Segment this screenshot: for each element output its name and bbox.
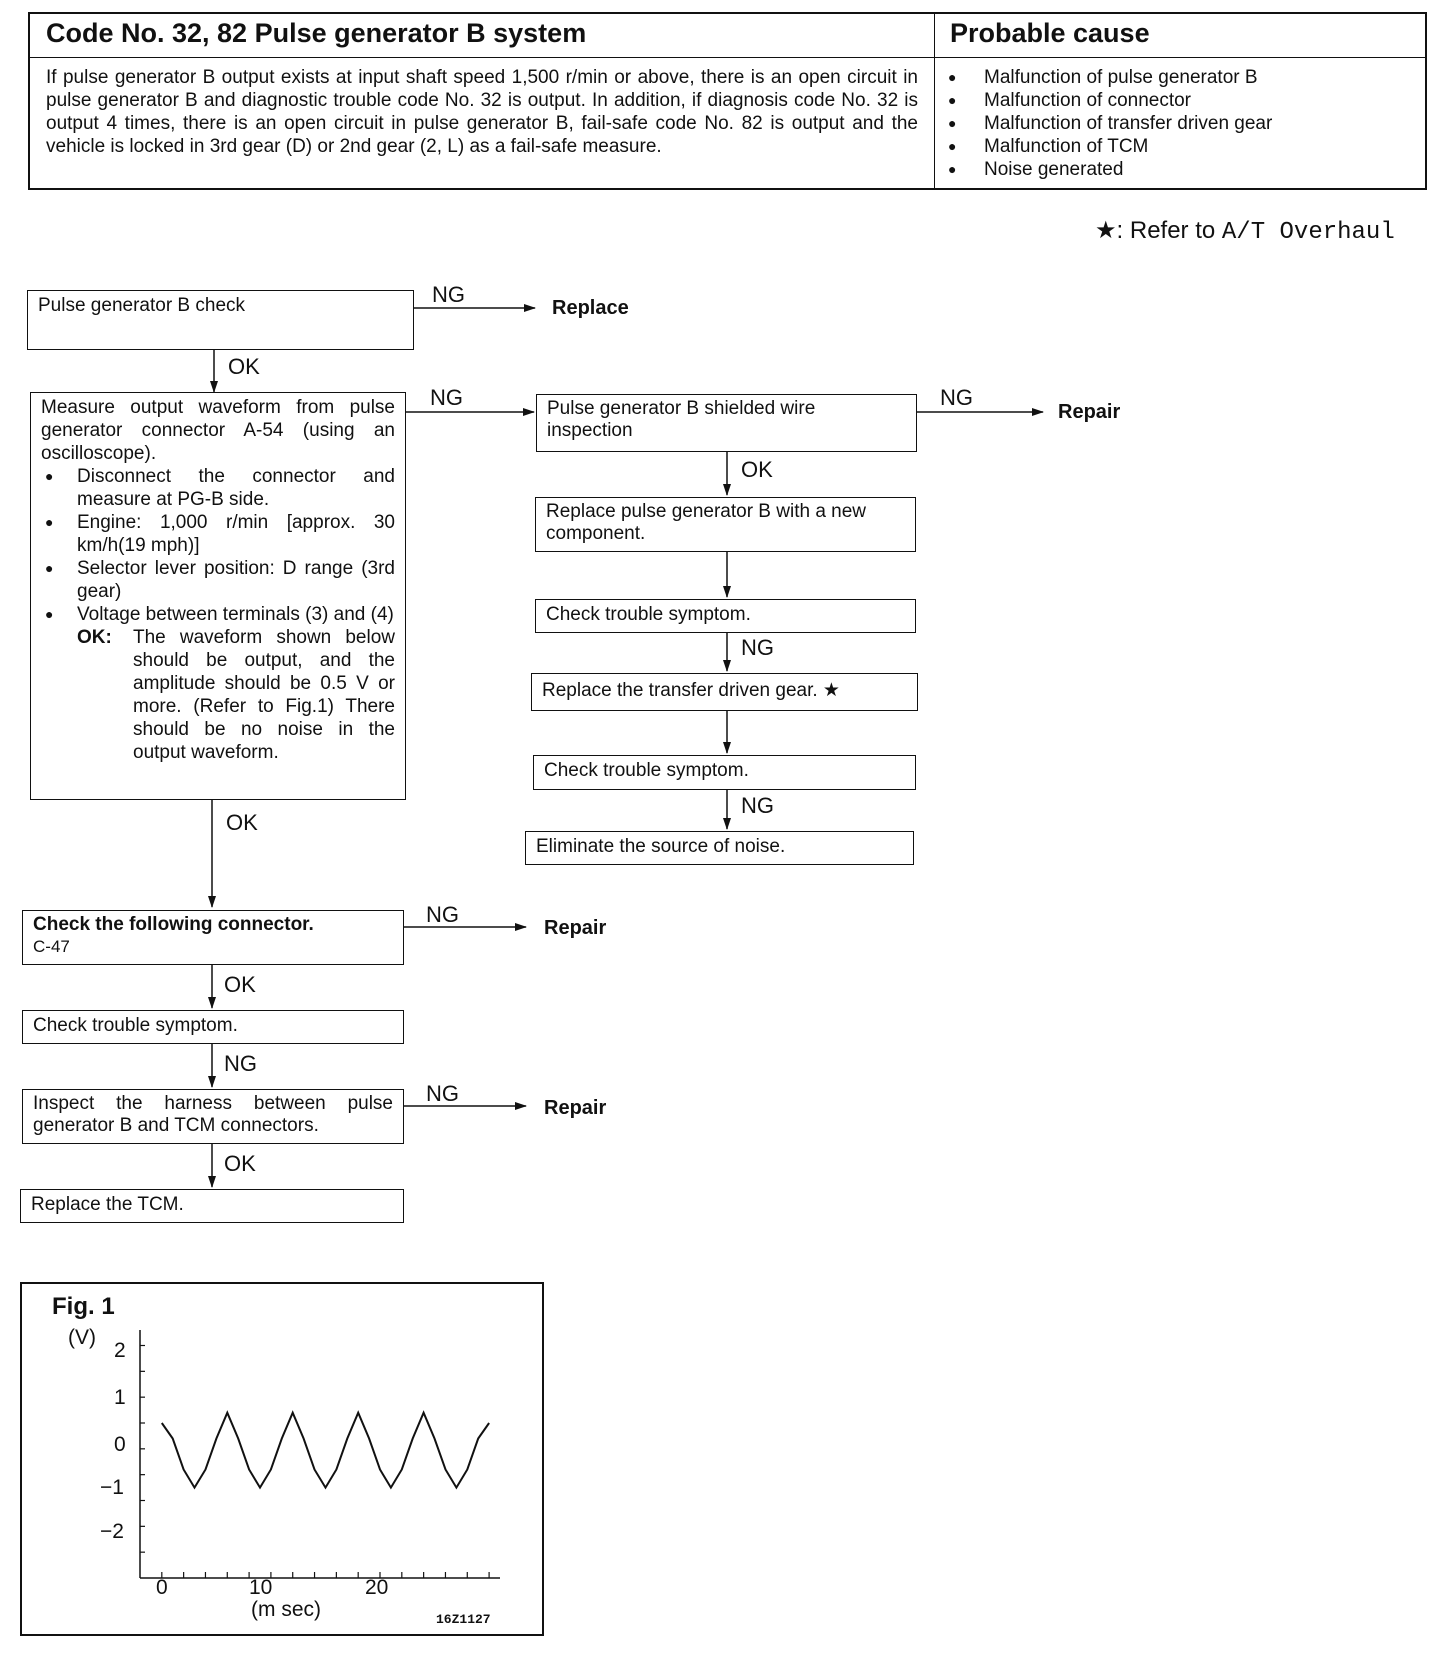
step-label: Replace pulse generator B with a new component. [546,501,867,544]
y-tick-label: 0 [114,1433,126,1456]
x-tick-label: 10 [249,1576,273,1599]
list-item: ● Disconnect the connector and measure at PG-B side. [41,465,395,511]
step-label: Check trouble symptom. [33,1015,238,1036]
list-item: ● Malfunction of transfer driven gear [948,112,1272,135]
ng-label: NG [741,635,774,660]
list-item: ● Malfunction of TCM [948,135,1272,158]
list-item: ● Noise generated [948,158,1272,181]
result-repair: Repair [1058,401,1121,423]
ng-label: NG [224,1051,257,1076]
note-text: Refer to [1129,217,1216,244]
ng-label: NG [426,1081,459,1106]
y-tick-label: −1 [100,1476,124,1499]
ng-label: NG [426,902,459,927]
y-tick-label: 2 [114,1339,126,1362]
list-item: ● Engine: 1,000 r/min [approx. 30 km/h(19 mph)] [41,511,395,557]
ng-label: NG [741,793,774,818]
step-label: Replace the transfer driven gear. ★ [542,680,840,701]
list-item: ● Voltage between terminals (3) and (4) [41,603,395,626]
step-label: Eliminate the source of noise. [536,836,786,857]
ok-label: OK [226,810,258,835]
probable-cause-heading: Probable cause [950,18,1150,48]
list-item: ● Malfunction of pulse generator B [948,66,1272,89]
page-title: Code No. 32, 82 Pulse generator B system [46,18,587,48]
figure-title: Fig. 1 [52,1293,115,1320]
y-tick-label: −2 [100,1520,124,1543]
step-label: Replace the TCM. [31,1194,184,1215]
ng-label: NG [432,282,465,307]
y-axis-unit: (V) [68,1326,96,1349]
ok-criteria-text: The waveform shown below should be output, and the amplitude should be 0.5 V or more. (Refer to Fig.1) There should be no noise in the output waveform. [133,627,395,763]
step-label: Inspect the harness between pulse generator B and TCM connectors. [33,1093,393,1136]
star-icon: ★: [1095,217,1124,244]
connector-code: C-47 [33,937,70,956]
ok-label: OK [228,354,260,379]
ok-criteria-label: OK: [77,627,112,648]
figure-code: 16Z1127 [436,1612,491,1627]
waveform-series-line [162,1413,489,1488]
step-label: Measure output waveform from pulse generator connector A-54 (using an oscilloscope). [41,397,395,464]
step-label: Check the following connector. [33,914,314,935]
ok-label: OK [741,457,773,482]
ok-label: OK [224,1151,256,1176]
ok-label: OK [224,972,256,997]
result-repair: Repair [544,1097,607,1119]
code-description: If pulse generator B output exists at input shaft speed 1,500 r/min or above, there is an open circuit in pulse generator B and diagnostic trouble code No. 32 is output. In addition, if diagnosis code No. 32 is output 4 times, there is an open circuit in pulse generator B, fail-safe code No. 82 is output and the vehicle is locked in 3rd gear (D) or 2nd gear (2, L) as a fail-safe measure. [46,67,918,157]
x-tick-label: 20 [365,1576,389,1599]
list-item: ● Malfunction of connector [948,89,1272,112]
step-label: Check trouble symptom. [544,760,749,781]
step-label: Pulse generator B shielded wire inspection [547,398,816,441]
note-reference: A/T Overhaul [1221,219,1395,246]
result-repair: Repair [544,917,607,939]
x-axis-unit: (m sec) [251,1598,321,1621]
step-label: Pulse generator B check [38,295,246,316]
result-replace: Replace [552,297,629,319]
y-tick-label: 1 [114,1386,126,1409]
step-label: Check trouble symptom. [546,604,751,625]
x-tick-label: 0 [156,1576,168,1599]
list-item: ● Selector lever position: D range (3rd gear) [41,557,395,603]
ng-label: NG [940,385,973,410]
ng-label: NG [430,385,463,410]
